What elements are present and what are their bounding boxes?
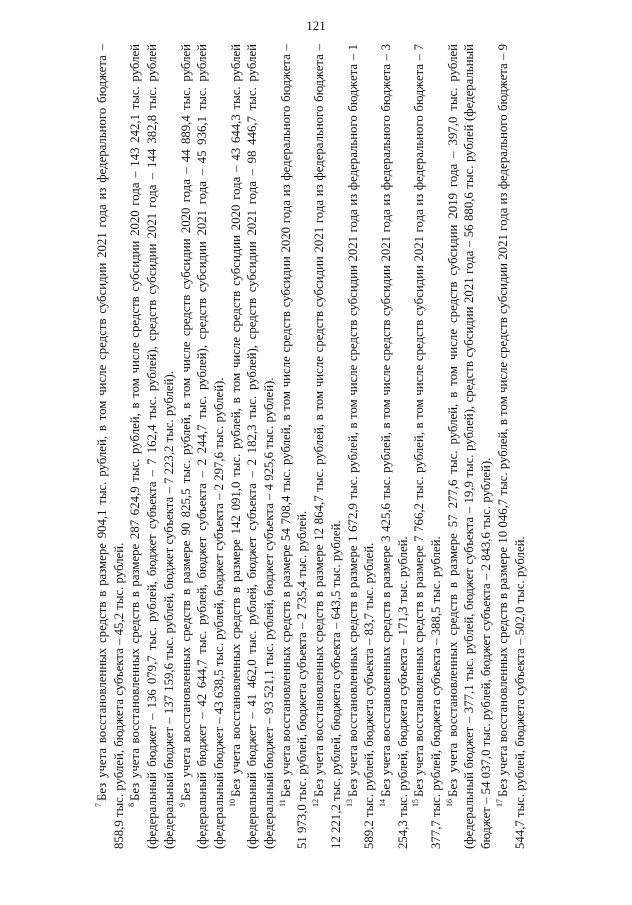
footnote-text: Без учета восстановленных средств в размере 287 624,9 тыс. рублей, в том числе средств субсидии 2020 года – 143 242,1 тыс. рублей (федеральный бюджет – 136 079,7 тыс. рублей, бюджет субъекта – 7 162,4 тыс. рублей), средств субсидии 2021 года – 144 382,8 тыс. рублей (федеральный бюджет – 137 159,6 тыс. рублей, бюджет субъекта – 7 223,2 тыс. рублей). (128, 44, 176, 849)
footnote-text: Без учета восстановленных средств в размере 12 864,7 тыс. рублей, в том числе средств субсидии 2021 года из федерального бюджета – 12 221,2 тыс. рублей, бюджета субъекта – 643,5 тыс. рублей. (312, 44, 343, 849)
footnote-mark: 13 (344, 799, 354, 807)
footnote-8 (127, 44, 177, 849)
footnote-mark: 7 (94, 803, 103, 807)
footnote-mark: 17 (494, 799, 504, 807)
footnote-text: Без учета восстановленных средств в размере 904,1 тыс. рублей, в том числе средств субсидии 2021 года из федерального бюджета – 858,9 тыс. рублей, бюджета субъекта – 45,2 тыс. рублей. (95, 44, 126, 849)
footnote-text: Без учета восстановленных средств в размере 10 046,7 тыс. рублей, в том числе средств субсидии 2021 года из федерального бюджета – 9 544,7 тыс. рублей, бюджета субъекта – 502,0 тыс. рублей. (495, 44, 527, 849)
footnote-mark: 16 (444, 799, 454, 807)
footnote-13 (345, 44, 378, 849)
footnote-15 (411, 44, 444, 849)
footnote-mark: 14 (377, 799, 387, 807)
footnote-text: Без учета восстановленных средств в размере 7 766,2 тыс. рублей, в том числе средств субсидии 2021 года из федерального бюджета – 7 377,7 тыс. рублей, бюджета субъекта – 388,5 тыс. рублей. (412, 44, 444, 849)
footnote-mark: 10 (227, 799, 237, 807)
footnote-10 (228, 44, 278, 849)
footnote-17 (495, 44, 528, 849)
footnote-12 (311, 44, 344, 849)
footnote-text: Без учета восстановленных средств в размере 54 708,4 тыс. рублей, в том числе средств субсидии 2020 года из федерального бюджета – 51 973,0 тыс. рублей, бюджета субъекта – 2 735,4 тыс. рублей. (278, 44, 310, 849)
footnote-text: Без учета восстановленных средств в размере 90 825,5 тыс. рублей, в том числе средств субсидии 2020 года – 44 889,4 тыс. рублей (федеральный бюджет – 42 644,7 тыс. рублей, бюджет субъекта – 2 244,7 тыс. рублей), средств субсидии 2021 года – 45 936,1 тыс. рублей (федеральный бюджет – 43 638,5 тыс. рублей, бюджет субъекта – 2 297,6 тыс. рублей). (178, 44, 226, 849)
footnote-11 (278, 44, 311, 849)
footnote-9 (178, 44, 228, 849)
footnote-7 (94, 44, 127, 849)
footnote-mark: 12 (311, 799, 321, 807)
footnote-mark: 9 (177, 803, 187, 807)
page-number: 121 (306, 18, 326, 33)
footnote-mark: 11 (277, 799, 287, 807)
footnotes-block (94, 44, 604, 849)
footnote-mark: 8 (127, 803, 137, 807)
footnote-text: Без учета восстановленных средств в размере 3 425,6 тыс. рублей, в том числе средств субсидии 2021 года из федерального бюджета – 3 254,3 тыс. рублей, бюджета субъекта – 171,3 тыс. рублей. (378, 44, 410, 849)
footnote-text: Без учета восстановленных средств в размере 142 091,0 тыс. рублей, в том числе средств субсидии 2020 года – 43 644,3 тыс. рублей (федеральный бюджет – 41 462,0 тыс. рублей, бюджет субъекта – 2 182,3 тыс. рублей), средств субсидии 2021 года – 98 446,7 тыс. рублей (федеральный бюджет – 93 521,1 тыс. рублей, бюджет субъекта – 4 925,6 тыс. рублей). (228, 44, 277, 849)
footnote-14 (378, 44, 411, 849)
footnote-16 (445, 44, 495, 849)
footnote-text: Без учета восстановленных средств в размере 57 277,6 тыс. рублей, в том числе средств субсидии 2019 года – 397,0 тыс. рублей (федеральный бюджет – 377,1 тыс. рублей, бюджет субъекта – 19,9 тыс. рублей), средств субсидии 2021 года – 56 880,6 тыс. рублей (федеральный бюджет – 54 037,0 тыс. рублей, бюджет субъекта – 2 843,6 тыс. рублей). (445, 44, 494, 849)
footnote-text: Без учета восстановленных средств в размере 1 672,9 тыс. рублей, в том числе средств субсидии 2021 года из федерального бюджета – 1 589,2 тыс. рублей, бюджета субъекта – 83,7 тыс. рублей. (345, 44, 377, 849)
footnote-mark: 15 (411, 799, 421, 807)
